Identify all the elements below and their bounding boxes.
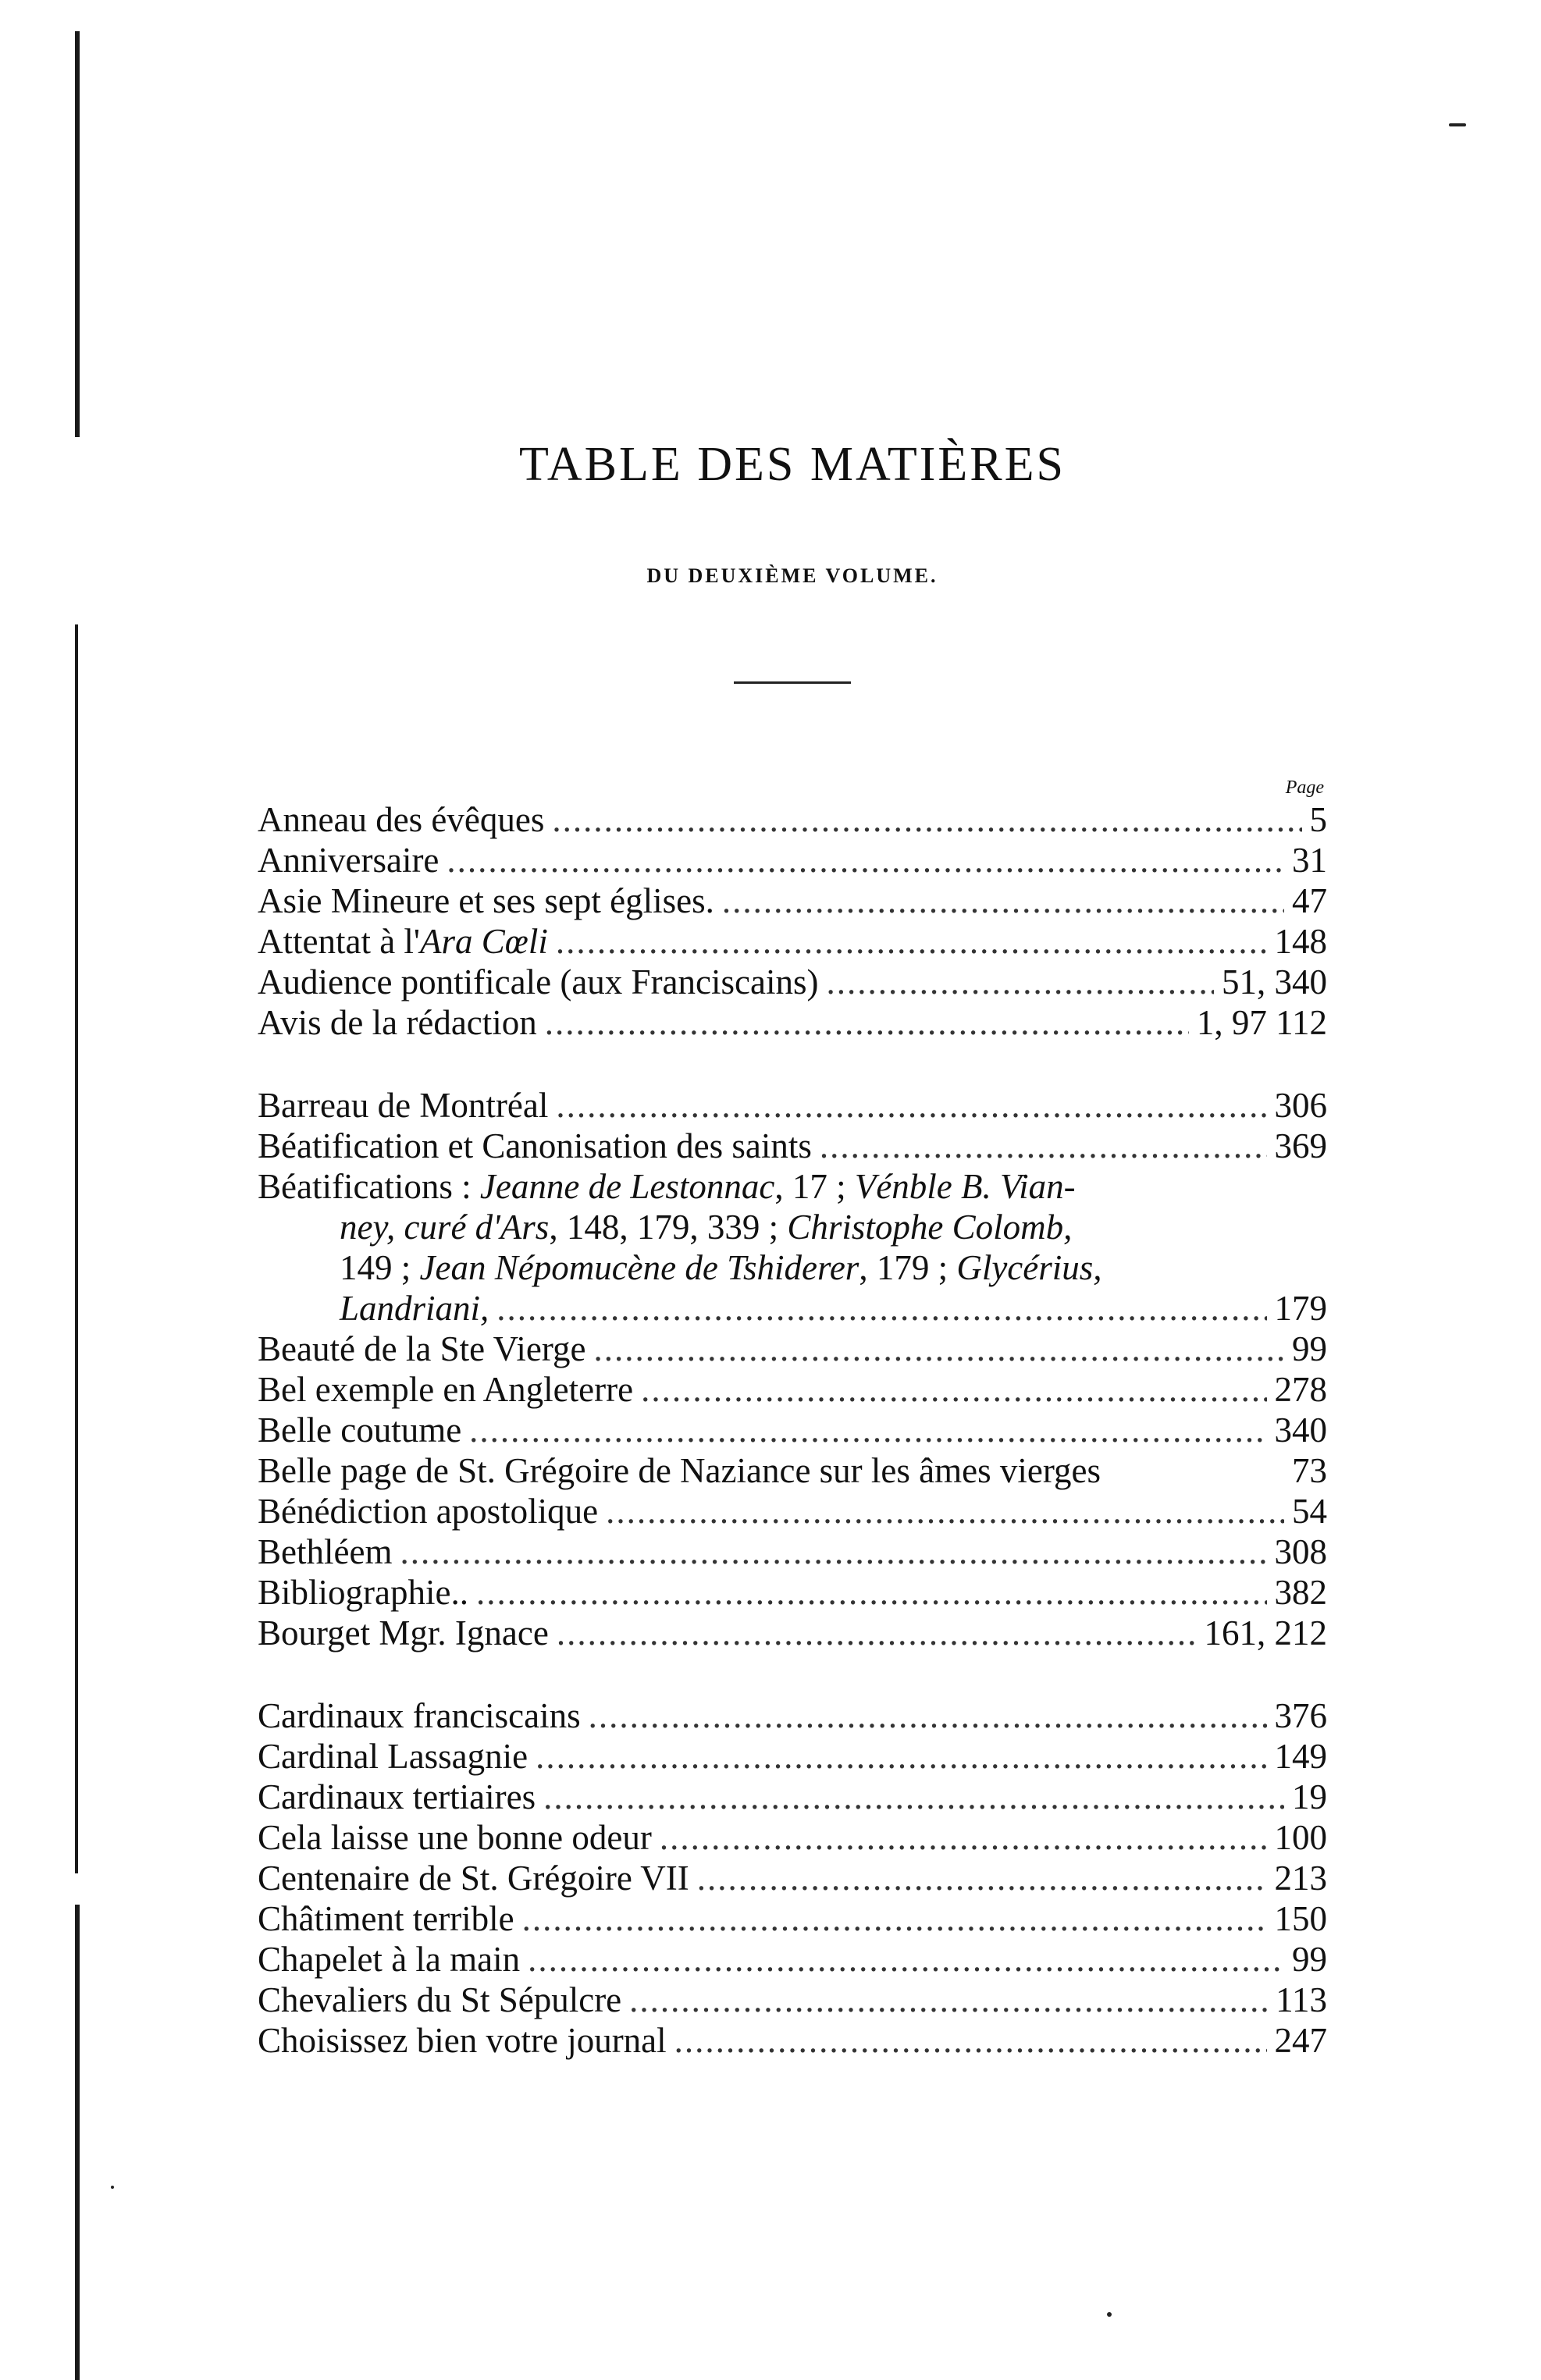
entry-italic: Glycérius, [956, 1248, 1102, 1287]
entry-text: Béatifications : [258, 1167, 480, 1206]
toc-entry [258, 1410, 1327, 1450]
entry-title: Asie Mineure et ses sept églises. [258, 881, 714, 920]
entry-title: Cardinaux tertiaires [258, 1777, 536, 1816]
entry-page-numbers: 376 [1274, 1696, 1327, 1735]
leader-dots [589, 1695, 1267, 1736]
entry-page-numbers: 99 [1292, 1329, 1327, 1368]
scan-edge-line [75, 31, 80, 437]
toc-entry [258, 1858, 1327, 1898]
page-title: TABLE DES MATIÈRES [518, 438, 1066, 491]
entry-title: Bénédiction apostolique [258, 1492, 599, 1531]
page-column-label: Page [1285, 777, 1324, 798]
entry-title: Barreau de Montréal [258, 1086, 549, 1125]
entry-italic: Landriani, [340, 1289, 489, 1328]
entry-page-numbers: 161, 212 [1204, 1613, 1327, 1652]
leader-dots [476, 1572, 1267, 1613]
leader-dots [545, 1002, 1189, 1043]
toc-group-b [258, 1085, 1327, 1653]
entry-title: Belle page de St. Grégoire de Naziance sur les âmes vierges [258, 1451, 1101, 1490]
leader-dots [641, 1369, 1266, 1410]
entry-line [258, 1166, 1327, 1207]
entry-title-italic: Ara Cœli [420, 922, 548, 961]
toc-entry [258, 962, 1327, 1002]
entry-page-numbers: 100 [1274, 1818, 1327, 1857]
leader-dots [629, 1980, 1268, 2020]
toc-entry [258, 1126, 1327, 1166]
entry-title: Bethléem [258, 1532, 393, 1571]
page-subtitle: DU DEUXIÈME VOLUME. [646, 564, 938, 587]
toc-entry [258, 1939, 1327, 1980]
leader-dots [820, 1126, 1267, 1166]
toc-entry [258, 1777, 1327, 1817]
entry-page-numbers: 19 [1292, 1777, 1327, 1816]
entry-italic: Jean Népomucène de Tshiderer [419, 1248, 859, 1287]
entry-title: Audience pontificale (aux Franciscains) [258, 962, 819, 1001]
leader-dots [552, 799, 1301, 840]
title-rule [734, 681, 851, 684]
leader-dots [556, 1085, 1266, 1126]
toc-entry-beatifications [258, 1166, 1327, 1329]
scan-edge-line [75, 1905, 80, 2380]
entry-page-numbers: 99 [1292, 1940, 1327, 1979]
entry-page-numbers: 306 [1274, 1086, 1327, 1125]
entry-page-numbers: 113 [1276, 1980, 1327, 2019]
entry-italic: ney, curé d'Ars [340, 1208, 550, 1247]
entry-title: Bel exemple en Angleterre [258, 1370, 634, 1409]
leader-dots [556, 921, 1267, 962]
leader-dots [697, 1858, 1267, 1898]
entry-title: Avis de la rédaction [258, 1003, 537, 1042]
toc-entry [258, 1898, 1327, 1939]
toc-entry [258, 799, 1327, 840]
leader-dots [522, 1898, 1267, 1939]
entry-title: Beauté de la Ste Vierge [258, 1329, 586, 1368]
entry-title: Cela laisse une bonne odeur [258, 1818, 652, 1857]
leader-dots [543, 1777, 1284, 1817]
toc-entry [258, 840, 1327, 880]
toc-entry [258, 1002, 1327, 1043]
entry-page-numbers: 54 [1292, 1492, 1327, 1531]
entry-title: Chapelet à la main [258, 1940, 521, 1979]
entry-title: Cardinaux franciscains [258, 1696, 581, 1735]
leader-dots [606, 1491, 1284, 1532]
toc-group-a [258, 799, 1327, 1043]
leader-dots [528, 1939, 1284, 1980]
toc-group-c [258, 1695, 1327, 2061]
entry-title: Belle coutume [258, 1411, 462, 1450]
entry-italic: Christophe Colomb, [787, 1208, 1073, 1247]
entry-italic: Vénble B. Vian- [854, 1167, 1076, 1206]
entry-page-numbers: 382 [1274, 1573, 1327, 1612]
entry-page-numbers: 51, 340 [1222, 962, 1327, 1001]
entry-page-numbers: 213 [1274, 1859, 1327, 1898]
toc-entry [258, 880, 1327, 921]
entry-page-numbers: 47 [1292, 881, 1327, 920]
toc-entry [258, 2020, 1327, 2061]
toc-entry [258, 1329, 1327, 1369]
entry-page-numbers: 73 [1292, 1451, 1327, 1490]
entry-page-numbers: 308 [1274, 1532, 1327, 1571]
entry-page-numbers: 150 [1274, 1899, 1327, 1938]
entry-page-numbers: 5 [1309, 800, 1327, 839]
leader-dots [594, 1329, 1285, 1369]
toc-entry [258, 1613, 1327, 1653]
leader-dots [826, 962, 1214, 1002]
toc-entry [258, 1572, 1327, 1613]
toc-entry [258, 1980, 1327, 2020]
entry-title: Choisissez bien votre journal [258, 2021, 667, 2060]
entry-line [258, 1247, 1327, 1288]
entry-line [258, 1207, 1327, 1247]
leader-dots [496, 1288, 1266, 1329]
entry-page-numbers: 369 [1274, 1126, 1327, 1165]
toc-entry [258, 1532, 1327, 1572]
entry-title: Chevaliers du St Sépulcre [258, 1980, 622, 2019]
toc-entry [258, 1085, 1327, 1126]
entry-page-numbers: 247 [1274, 2021, 1327, 2060]
toc-page [258, 437, 1327, 2103]
entry-title-prefix: Attentat à l' [258, 922, 421, 961]
scan-edge-line [75, 624, 78, 1873]
leader-dots [469, 1410, 1266, 1450]
entry-text: , 148, 179, 339 ; [549, 1208, 788, 1247]
leader-dots [557, 1613, 1197, 1653]
scan-speck [1449, 123, 1466, 126]
entry-text: 149 ; [340, 1248, 420, 1287]
entry-italic: Jeanne de Lestonnac [479, 1167, 775, 1206]
entry-page-numbers: 148 [1274, 922, 1327, 961]
entry-title: Centenaire de St. Grégoire VII [258, 1859, 689, 1898]
leader-dots [674, 2020, 1267, 2061]
entry-title: Béatification et Canonisation des saints [258, 1126, 812, 1165]
entry-page-numbers: 340 [1274, 1411, 1327, 1450]
entry-title: Anneau des évêques [258, 800, 545, 839]
leader-dots [660, 1817, 1267, 1858]
entry-page-numbers: 278 [1274, 1370, 1327, 1409]
toc-entry [258, 1369, 1327, 1410]
toc-entry [258, 1450, 1327, 1491]
entry-line [258, 1288, 1327, 1329]
entry-text: , 17 ; [774, 1167, 855, 1206]
leader-dots [536, 1736, 1266, 1777]
toc-entry [258, 1491, 1327, 1532]
entry-page-numbers: 149 [1274, 1737, 1327, 1776]
toc-entry [258, 1695, 1327, 1736]
toc-entry [258, 1736, 1327, 1777]
scan-speck [111, 2186, 114, 2189]
leader-dots [400, 1532, 1266, 1572]
toc-entry [258, 1817, 1327, 1858]
leader-dots [447, 840, 1284, 880]
leader-dots [722, 880, 1284, 921]
entry-title [258, 921, 548, 962]
entry-title: Anniversaire [258, 841, 440, 880]
entry-page-numbers: 1, 97 112 [1196, 1003, 1327, 1042]
entry-title: Bourget Mgr. Ignace [258, 1613, 549, 1652]
entry-text: , 179 ; [859, 1248, 957, 1287]
entry-title: Châtiment terrible [258, 1899, 514, 1938]
scan-speck [1107, 2312, 1112, 2317]
toc-groups [258, 799, 1327, 2061]
toc-entry [258, 921, 1327, 962]
entry-page-numbers: 179 [1274, 1289, 1327, 1328]
entry-title: Bibliographie.. [258, 1573, 468, 1612]
entry-page-numbers: 31 [1292, 841, 1327, 880]
entry-title: Cardinal Lassagnie [258, 1737, 528, 1776]
table-of-contents [258, 776, 1327, 2061]
